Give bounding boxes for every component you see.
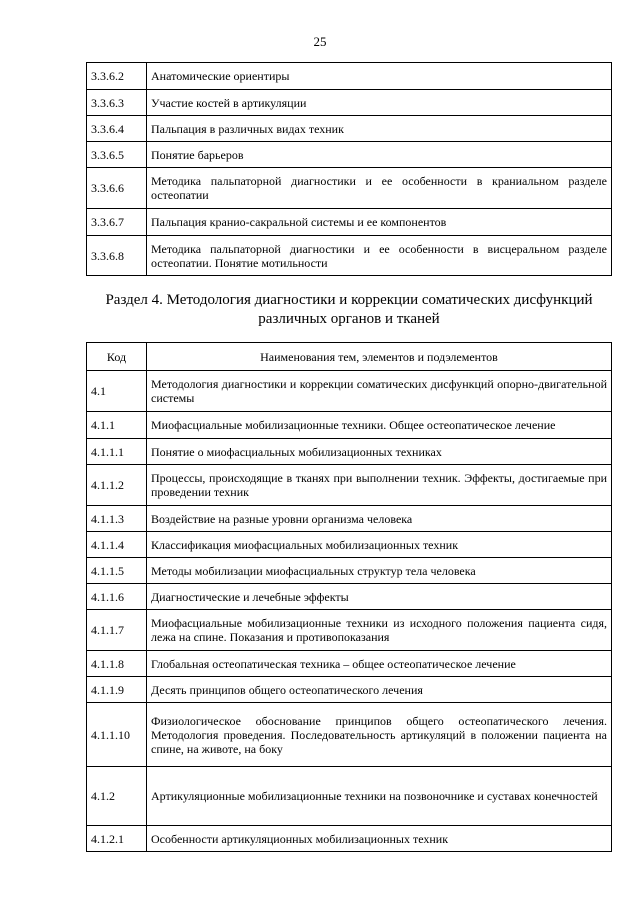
section-heading: Раздел 4. Методология диагностики и коррекции соматических дисфункций различных органов и тканей xyxy=(105,292,593,327)
row-text: Артикуляционные мобилизационные техники на позвоночнике и суставах конечностей xyxy=(147,767,612,826)
row-text: Процессы, происходящие в тканях при выполнении техник. Эффекты, достигаемые при проведении техник xyxy=(147,465,612,506)
row-code: 4.1.1.10 xyxy=(87,703,147,767)
row-code: 4.1.1.3 xyxy=(87,506,147,532)
row-code: 4.1.1.1 xyxy=(87,439,147,465)
page-number: 25 xyxy=(313,34,327,49)
table-row xyxy=(87,677,612,703)
table-row xyxy=(87,532,612,558)
table-row xyxy=(87,116,612,142)
row-code: 4.1.1.4 xyxy=(87,532,147,558)
row-code: 3.3.6.3 xyxy=(87,90,147,116)
row-code: 4.1 xyxy=(87,371,147,412)
row-code: 4.1.1.8 xyxy=(87,651,147,677)
row-code: 3.3.6.5 xyxy=(87,142,147,168)
table-row xyxy=(87,209,612,236)
row-code: 4.1.2 xyxy=(87,767,147,826)
row-text: Методика пальпаторной диагностики и ее особенности в краниальном разделе остеопатии xyxy=(147,168,612,209)
table-row xyxy=(87,826,612,852)
table-row xyxy=(87,651,612,677)
row-text: Методы мобилизации миофасциальных структур тела человека xyxy=(147,558,612,584)
table-row xyxy=(87,558,612,584)
table-row xyxy=(87,371,612,412)
row-code: 4.1.1 xyxy=(87,412,147,439)
table-row xyxy=(87,767,612,826)
table-row xyxy=(87,465,612,506)
row-text: Участие костей в артикуляции xyxy=(147,90,612,116)
table-row xyxy=(87,703,612,767)
table-row xyxy=(87,610,612,651)
row-text: Понятие барьеров xyxy=(147,142,612,168)
row-text: Воздействие на разные уровни организма человека xyxy=(147,506,612,532)
row-code: 4.1.2.1 xyxy=(87,826,147,852)
table-row xyxy=(87,584,612,610)
column-header-code: Код xyxy=(87,343,147,371)
row-text: Физиологическое обоснование принципов общего остеопатического лечения. Методология проведения. Последовательность артикуляций в положении пациента на спине, на животе, на боку xyxy=(147,703,612,767)
row-text: Методология диагностики и коррекции соматических дисфункций опорно-двигательной системы xyxy=(147,371,612,412)
table-row xyxy=(87,90,612,116)
row-text: Методика пальпаторной диагностики и ее особенности в висцеральном разделе остеопатии. Понятие мотильности xyxy=(147,236,612,276)
table-header-row xyxy=(87,343,612,371)
row-code: 3.3.6.7 xyxy=(87,209,147,236)
table-row xyxy=(87,168,612,209)
row-text: Миофасциальные мобилизационные техники из исходного положения пациента сидя, лежа на спине. Показания и противопоказания xyxy=(147,610,612,651)
row-code: 4.1.1.5 xyxy=(87,558,147,584)
topics-table xyxy=(86,342,612,852)
row-text: Особенности артикуляционных мобилизационных техник xyxy=(147,826,612,852)
row-text: Глобальная остеопатическая техника – общее остеопатическое лечение xyxy=(147,651,612,677)
row-text: Анатомические ориентиры xyxy=(147,63,612,90)
row-text: Классификация миофасциальных мобилизационных техник xyxy=(147,532,612,558)
row-code: 4.1.1.9 xyxy=(87,677,147,703)
row-code: 3.3.6.6 xyxy=(87,168,147,209)
table-row xyxy=(87,63,612,90)
table-row xyxy=(87,439,612,465)
row-text: Диагностические и лечебные эффекты xyxy=(147,584,612,610)
table-row xyxy=(87,236,612,276)
table-row xyxy=(87,506,612,532)
row-code: 3.3.6.2 xyxy=(87,63,147,90)
row-text: Пальпация в различных видах техник xyxy=(147,116,612,142)
row-code: 4.1.1.7 xyxy=(87,610,147,651)
row-code: 3.3.6.8 xyxy=(87,236,147,276)
row-text: Понятие о миофасциальных мобилизационных техниках xyxy=(147,439,612,465)
row-code: 3.3.6.4 xyxy=(87,116,147,142)
row-code: 4.1.1.6 xyxy=(87,584,147,610)
table-continued xyxy=(86,62,612,276)
row-text: Пальпация кранио-сакральной системы и ее компонентов xyxy=(147,209,612,236)
table-row xyxy=(87,412,612,439)
row-text: Миофасциальные мобилизационные техники. Общее остеопатическое лечение xyxy=(147,412,612,439)
row-code: 4.1.1.2 xyxy=(87,465,147,506)
table-row xyxy=(87,142,612,168)
column-header-name: Наименования тем, элементов и подэлементов xyxy=(147,343,612,371)
row-text: Десять принципов общего остеопатического лечения xyxy=(147,677,612,703)
